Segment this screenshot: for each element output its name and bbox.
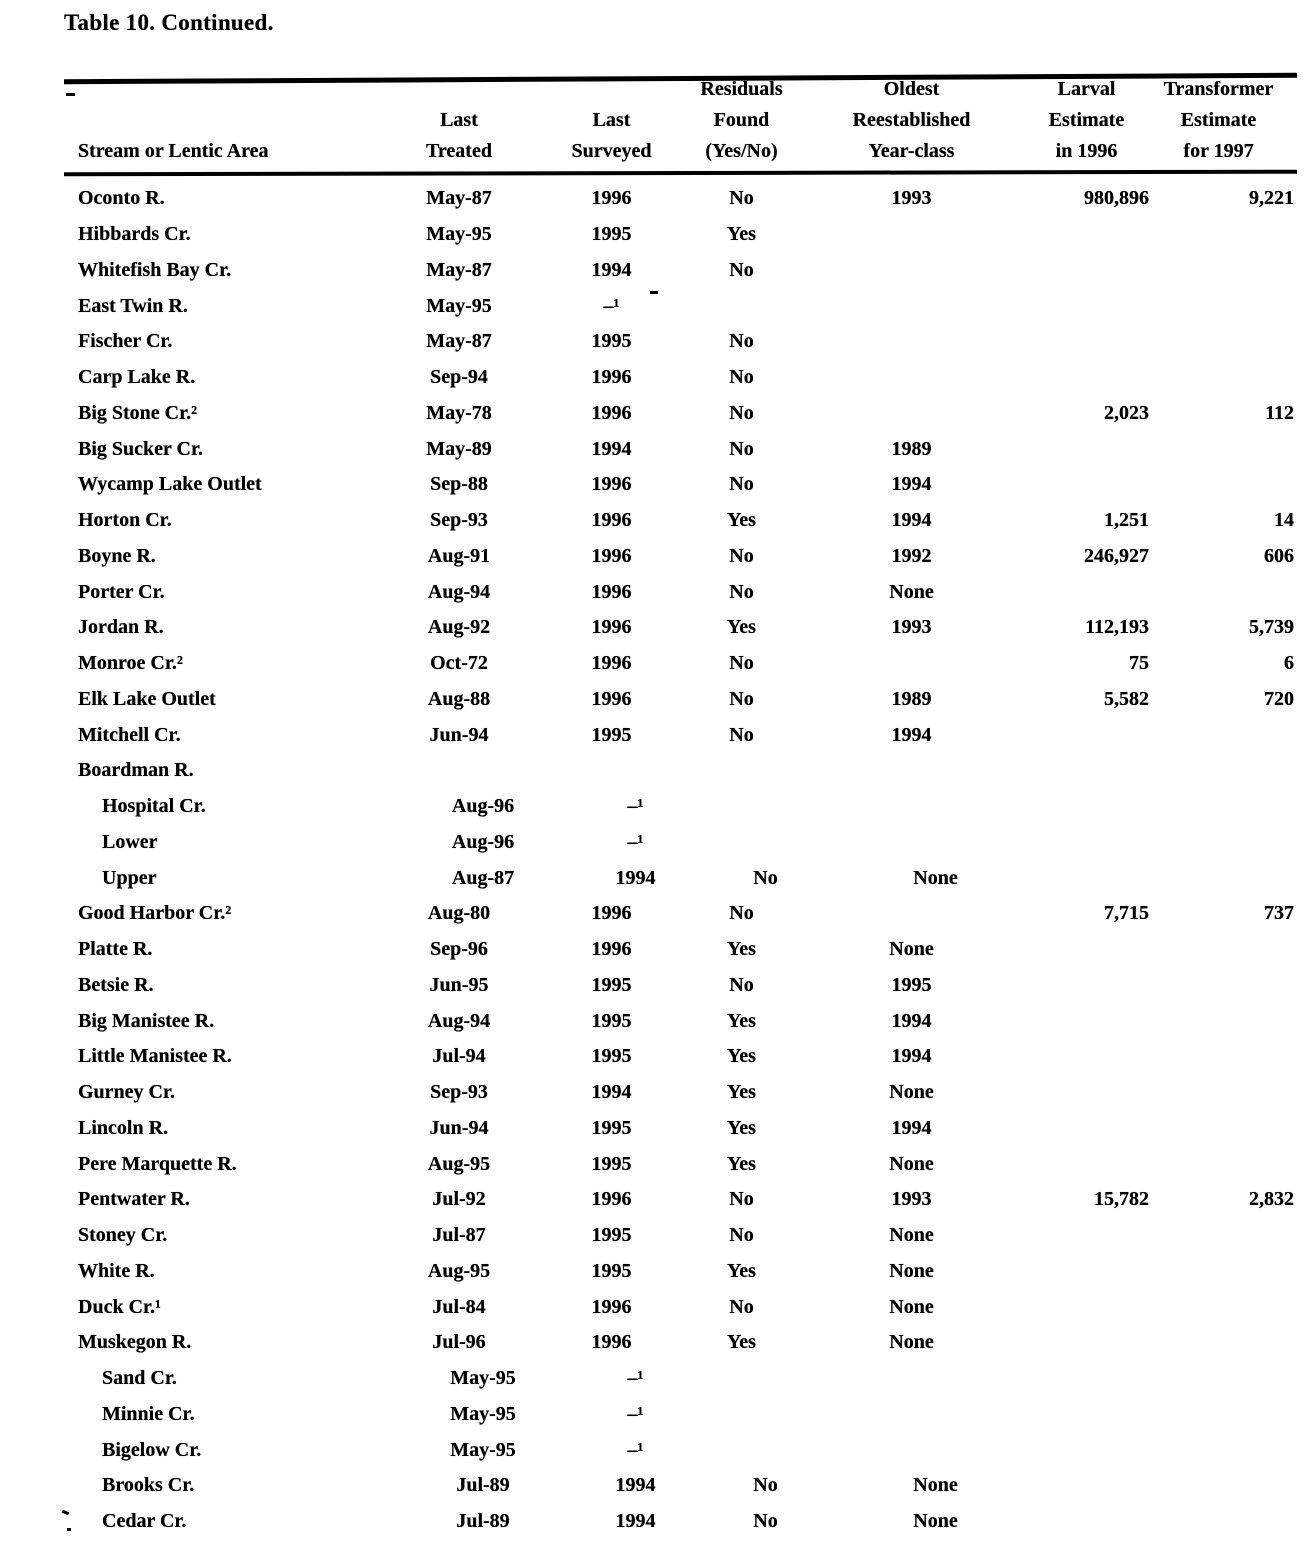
last-treated-value: May-87 [426,258,492,281]
year-class-value: 1994 [891,473,932,496]
last-treated-value: Aug-88 [427,687,491,710]
last-treated-value: May-95 [450,1438,516,1461]
stream-name: East Twin R. [78,294,188,317]
stream-name: Big Stone Cr.² [78,401,198,424]
transformer-estimate-value: 2,832 [1249,1188,1294,1211]
last-treated-value: Oct-72 [430,652,488,675]
last-surveyed-value: 1994 [615,1474,656,1497]
year-class-value: None [889,1295,934,1318]
transformer-estimate-value: 737 [1264,902,1294,925]
residuals-found-value: No [729,1295,754,1318]
table-row [64,825,1297,861]
table-row [64,1468,1297,1504]
table-row [64,467,1297,503]
residuals-found-value: Yes [727,1152,756,1175]
year-class-value: 1993 [891,187,932,210]
larval-estimate-value: 15,782 [1094,1188,1149,1211]
stream-name: Mitchell Cr. [78,723,181,746]
residuals-found-value: Yes [727,1009,756,1032]
residuals-found-value: Yes [727,1081,756,1104]
stream-name: Minnie Cr. [102,1402,195,1425]
column-header-stream: Stream or Lentic Area [78,140,269,162]
stream-name: Stoney Cr. [78,1224,168,1247]
last-treated-value: Aug-92 [427,616,491,639]
last-surveyed-value: –¹ [627,830,644,853]
table-row [64,896,1297,932]
last-treated-value: Jul-89 [456,1510,510,1533]
table-row [64,1325,1297,1361]
last-surveyed-value: 1996 [591,366,632,389]
last-surveyed-value: 1996 [591,544,632,567]
residuals-found-value: No [729,580,754,603]
table-body [64,181,1297,1540]
last-surveyed-value: 1996 [591,580,632,603]
last-treated-value: Jul-92 [432,1188,486,1211]
stream-name: Muskegon R. [78,1331,192,1354]
table-row [64,360,1297,396]
residuals-found-value: No [729,473,754,496]
last-treated-value: Sep-88 [430,473,488,496]
table-row [64,1111,1297,1147]
last-surveyed-value: 1996 [591,1188,632,1211]
residuals-found-value: Yes [727,509,756,532]
table-row [64,610,1297,646]
year-class-value: 1989 [891,687,932,710]
stream-name: Porter Cr. [78,580,165,603]
last-surveyed-value: 1995 [591,1009,632,1032]
last-treated-value: Aug-96 [451,830,515,853]
last-treated-value: May-95 [426,294,492,317]
table-title: Table 10. Continued. [64,10,274,35]
table-row [64,1361,1297,1397]
table-row [64,646,1297,682]
table-row [64,1146,1297,1182]
table-row [64,1218,1297,1254]
stream-name: Boardman R. [78,759,194,782]
last-treated-value: May-95 [450,1367,516,1390]
year-class-value: None [889,938,934,961]
larval-estimate-value: 112,193 [1085,616,1149,639]
residuals-found-value: Yes [727,223,756,246]
stream-name: Carp Lake R. [78,366,196,389]
table-row [64,1039,1297,1075]
transformer-estimate-value: 720 [1264,687,1294,710]
stream-name: Whitefish Bay Cr. [78,258,232,281]
last-treated-value: Aug-94 [427,1009,491,1032]
stream-name: Horton Cr. [78,509,172,532]
last-surveyed-value: 1996 [591,473,632,496]
header-rule [64,170,1297,177]
year-class-value: None [889,1152,934,1175]
table-row [64,789,1297,825]
residuals-found-value: No [729,187,754,210]
year-class-value: 1995 [891,973,932,996]
larval-estimate-value: 1,251 [1104,509,1149,532]
last-treated-value: May-87 [426,330,492,353]
larval-estimate-value: 246,927 [1084,544,1149,567]
last-surveyed-value: 1996 [591,1331,632,1354]
table-row [64,217,1297,253]
transformer-estimate-value: 606 [1264,544,1294,567]
stream-name: White R. [78,1259,155,1282]
year-class-value: None [889,1224,934,1247]
last-surveyed-value: 1995 [591,1152,632,1175]
residuals-found-value: Yes [727,1116,756,1139]
residuals-found-value: No [729,973,754,996]
last-surveyed-value: 1996 [591,687,632,710]
last-surveyed-value: 1995 [591,1116,632,1139]
last-surveyed-value: 1995 [591,1224,632,1247]
last-treated-value: Aug-91 [427,544,491,567]
last-surveyed-value: –¹ [603,294,620,317]
residuals-found-value: Yes [727,1259,756,1282]
last-treated-value: May-95 [450,1402,516,1425]
year-class-value: 1993 [891,616,932,639]
stream-name: Hibbards Cr. [78,223,191,246]
table-row [64,253,1297,289]
stream-name: Monroe Cr.² [78,652,183,675]
last-surveyed-value: 1996 [591,187,632,210]
residuals-found-value: Yes [727,1045,756,1068]
year-class-value: 1994 [891,1009,932,1032]
transformer-estimate-value: 5,739 [1249,616,1294,639]
year-class-value: 1989 [891,437,932,460]
residuals-found-value: Yes [727,1331,756,1354]
year-class-value: None [913,1474,958,1497]
year-class-value: 1994 [891,1116,932,1139]
last-treated-value: Aug-95 [427,1259,491,1282]
table-row [64,860,1297,896]
year-class-value: None [913,866,958,889]
table-row [64,1075,1297,1111]
stream-name: Good Harbor Cr.² [78,902,232,925]
table-row [64,396,1297,432]
table-row [64,324,1297,360]
last-treated-value: Jun-95 [429,973,489,996]
last-surveyed-value: 1995 [591,330,632,353]
table-row [64,1182,1297,1218]
table-row [64,682,1297,718]
last-treated-value: Sep-96 [430,938,488,961]
last-surveyed-value: 1996 [591,401,632,424]
last-surveyed-value: 1995 [591,973,632,996]
last-treated-value: Aug-87 [451,866,515,889]
residuals-found-value: No [753,1510,778,1533]
year-class-value: 1994 [891,1045,932,1068]
transformer-estimate-value: 9,221 [1249,187,1294,210]
year-class-value: 1994 [891,723,932,746]
last-surveyed-value: –¹ [627,1367,644,1390]
residuals-found-value: No [729,330,754,353]
residuals-found-value: No [729,401,754,424]
stream-name: Big Sucker Cr. [78,437,204,460]
last-surveyed-value: –¹ [627,1402,644,1425]
stream-name: Big Manistee R. [78,1009,215,1032]
year-class-value: None [889,580,934,603]
residuals-found-value: No [729,437,754,460]
residuals-found-value: No [729,723,754,746]
column-header-last-treated: Last Treated [426,109,492,162]
last-surveyed-value: 1994 [591,258,632,281]
stream-name: Sand Cr. [102,1367,177,1390]
column-header-larval: Larval Estimate in 1996 [1048,78,1125,162]
last-treated-value: Jun-94 [429,723,489,746]
last-treated-value: Sep-93 [430,509,488,532]
stream-name: Hospital Cr. [102,795,206,818]
stream-name: Wycamp Lake Outlet [78,473,262,496]
table-row [64,717,1297,753]
year-class-value: 1992 [891,544,932,567]
last-treated-value: May-87 [426,187,492,210]
table-row [64,539,1297,575]
stream-name: Cedar Cr. [102,1510,187,1533]
stream-name: Boyne R. [78,544,156,567]
last-surveyed-value: –¹ [627,1438,644,1461]
stream-name: Lower [102,830,158,853]
last-treated-value: Aug-94 [427,580,491,603]
last-treated-value: May-78 [426,401,492,424]
last-treated-value: Aug-80 [427,902,491,925]
larval-estimate-value: 2,023 [1104,401,1149,424]
residuals-found-value: No [729,652,754,675]
stream-name: Pere Marquette R. [78,1152,237,1175]
year-class-value: 1994 [891,509,932,532]
stream-name: Little Manistee R. [78,1045,232,1068]
year-class-value: None [889,1259,934,1282]
column-header-year-class: Oldest Reestablished Year-class [852,78,971,162]
last-treated-value: Jul-89 [456,1474,510,1497]
larval-estimate-value: 980,896 [1084,187,1149,210]
table-row [64,503,1297,539]
residuals-found-value: No [729,544,754,567]
residuals-found-value: No [729,258,754,281]
table-row [64,181,1297,217]
table-row [64,968,1297,1004]
transformer-estimate-value: 112 [1265,401,1294,424]
last-surveyed-value: 1996 [591,616,632,639]
last-treated-value: May-95 [426,223,492,246]
year-class-value: 1993 [891,1188,932,1211]
last-surveyed-value: 1996 [591,509,632,532]
last-surveyed-value: 1994 [591,1081,632,1104]
stream-name: Pentwater R. [78,1188,190,1211]
stream-name: Oconto R. [78,187,165,210]
year-class-value: None [889,1081,934,1104]
scan-artifact [650,291,658,294]
last-treated-value: Aug-95 [427,1152,491,1175]
larval-estimate-value: 7,715 [1104,902,1149,925]
stream-name: Lincoln R. [78,1116,169,1139]
residuals-found-value: No [729,366,754,389]
table-row [64,431,1297,467]
column-header-last-surveyed: Last Surveyed [571,109,652,162]
last-treated-value: Jul-84 [432,1295,486,1318]
residuals-found-value: Yes [727,616,756,639]
table-row [64,753,1297,789]
last-surveyed-value: –¹ [627,795,644,818]
last-surveyed-value: 1995 [591,1045,632,1068]
last-surveyed-value: 1994 [615,866,656,889]
last-treated-value: Jul-96 [432,1331,486,1354]
residuals-found-value: No [753,1474,778,1497]
table-row [64,1504,1297,1540]
year-class-value: None [913,1510,958,1533]
residuals-found-value: No [729,1224,754,1247]
last-treated-value: Jul-94 [432,1045,486,1068]
last-treated-value: Sep-93 [430,1081,488,1104]
table-row [64,932,1297,968]
residuals-found-value: No [729,687,754,710]
stream-name: Jordan R. [78,616,164,639]
last-surveyed-value: 1996 [591,938,632,961]
stream-name: Gurney Cr. [78,1081,176,1104]
stream-name: Betsie R. [78,973,154,996]
last-treated-value: Jun-94 [429,1116,489,1139]
residuals-found-value: No [753,866,778,889]
last-surveyed-value: 1996 [591,1295,632,1318]
transformer-estimate-value: 14 [1274,509,1294,532]
last-surveyed-value: 1995 [591,723,632,746]
residuals-found-value: No [729,902,754,925]
stream-name: Fischer Cr. [78,330,173,353]
scan-artifact [67,1528,71,1531]
last-surveyed-value: 1996 [591,902,632,925]
stream-name: Bigelow Cr. [102,1438,202,1461]
column-header-residuals: Residuals Found (Yes/No) [700,78,783,162]
last-treated-value: Aug-96 [451,795,515,818]
last-treated-value: Jul-87 [432,1224,486,1247]
last-surveyed-value: 1995 [591,223,632,246]
stream-name: Elk Lake Outlet [78,687,216,710]
table-row [64,1432,1297,1468]
residuals-found-value: Yes [727,938,756,961]
table-row [64,288,1297,324]
stream-name: Brooks Cr. [102,1474,195,1497]
year-class-value: None [889,1331,934,1354]
last-surveyed-value: 1995 [591,1259,632,1282]
table-row [64,1289,1297,1325]
scan-artifact [66,93,75,96]
stream-name: Platte R. [78,938,153,961]
larval-estimate-value: 75 [1129,652,1149,675]
table-row [64,1254,1297,1290]
column-header-transformer: Transformer Estimate for 1997 [1163,78,1274,162]
table-header-row [64,80,1297,170]
last-surveyed-value: 1994 [591,437,632,460]
table-row [64,1003,1297,1039]
last-surveyed-value: 1994 [615,1510,656,1533]
stream-name: Duck Cr.¹ [78,1295,162,1318]
last-treated-value: Sep-94 [430,366,488,389]
residuals-found-value: No [729,1188,754,1211]
stream-name: Upper [102,866,157,889]
table-row [64,1397,1297,1433]
table-row [64,574,1297,610]
last-treated-value: May-89 [426,437,492,460]
transformer-estimate-value: 6 [1284,652,1294,675]
larval-estimate-value: 5,582 [1104,687,1149,710]
last-surveyed-value: 1996 [591,652,632,675]
